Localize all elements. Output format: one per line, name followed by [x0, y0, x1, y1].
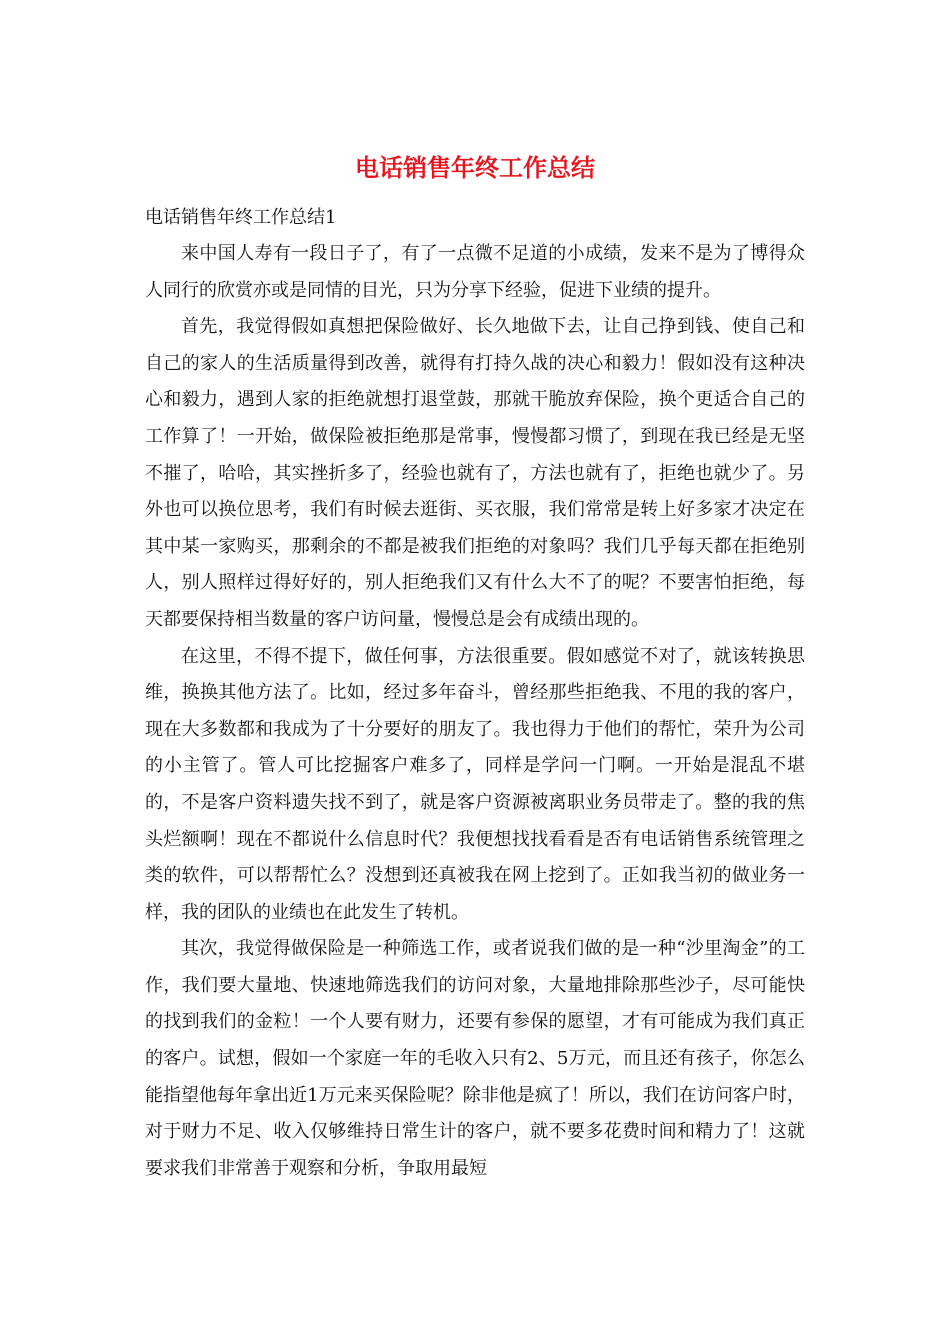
paragraph: 其次，我觉得做保险是一种筛选工作，或者说我们做的是一种“沙里淘金”的工作，我们要大量地、快速地筛选我们的访问对象，大量地排除那些沙子，尽可能快的找到我们的金粒！一个人要有财力，还要有参保的愿望，才有可能成为我们真正的客户。试想，假如一个家庭一年的毛收入只有2、5万元，而且还有孩子，你怎么能指望他每年拿出近1万元来买保险呢？除非他是疯了！所以，我们在访问客户时，对于财力不足、收入仅够维持日常生计的客户，就不要多花费时间和精力了！这就要求我们非常善于观察和分析，争取用最短: [145, 938, 805, 1179]
document-body: [145, 200, 805, 1187]
paragraph: 在这里，不得不提下，做任何事，方法很重要。假如感觉不对了，就该转换思维，换换其他方法了。比如，经过多年奋斗，曾经那些拒绝我、不甩的我的客户，现在大多数都和我成为了十分要好的朋友了。我也得力于他们的帮忙，荣升为公司的小主管了。管人可比挖掘客户难多了，同样是学问一门啊。一开始是混乱不堪的，不是客户资料遗失找不到了，就是客户资源被离职业务员带走了。整的我的焦头烂额啊！现在不都说什么信息时代？我便想找找看看是否有电话销售系统管理之类的软件，可以帮帮忙么？没想到还真被我在网上挖到了。正如我当初的做业务一样，我的团队的业绩也在此发生了转机。: [145, 645, 805, 923]
document-title: 电话销售年终工作总结: [355, 153, 595, 182]
paragraph: 首先，我觉得假如真想把保险做好、长久地做下去，让自己挣到钱、使自己和自己的家人的生活质量得到改善，就得有打持久战的决心和毅力！假如没有这种决心和毅力，遇到人家的拒绝就想打退堂鼓，那就干脆放弃保险，换个更适合自己的工作算了！一开始，做保险被拒绝那是常事，慢慢都习惯了，到现在我已经是无坚不摧了，哈哈，其实挫折多了，经验也就有了，方法也就有了，拒绝也就少了。另外也可以换位思考，我们有时候去逛街、买衣服，我们常常是转上好多家才决定在其中某一家购买，那剩余的不都是被我们拒绝的对象吗？我们几乎每天都在拒绝别人，别人照样过得好好的，别人拒绝我们又有什么大不了的呢？不要害怕拒绝，每天都要保持相当数量的客户访问量，慢慢总是会有成绩出现的。: [145, 316, 805, 630]
paragraph: 来中国人寿有一段日子了，有了一点微不足道的小成绩，发来不是为了博得众人同行的欣赏亦或是同情的目光，只为分享下经验，促进下业绩的提升。: [145, 243, 805, 301]
section-heading: 电话销售年终工作总结1: [145, 207, 337, 228]
